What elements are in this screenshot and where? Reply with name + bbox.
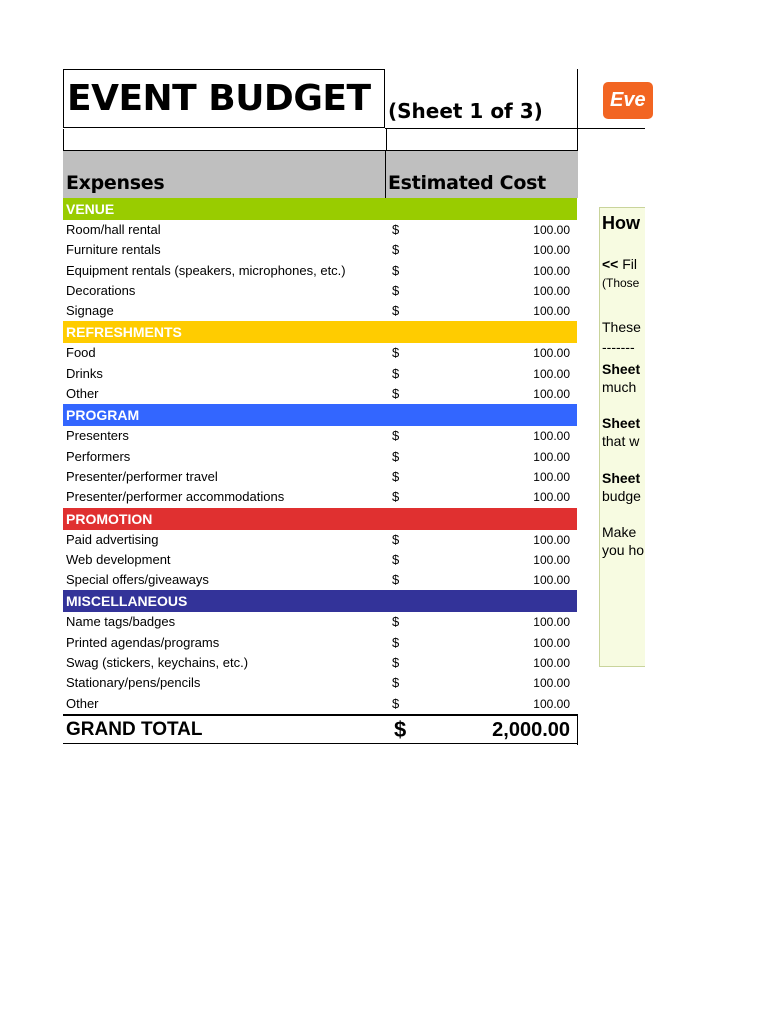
- expense-name: Swag (stickers, keychains, etc.): [66, 655, 249, 671]
- expense-amount: 100.00: [533, 552, 570, 567]
- logo-text: Eve: [610, 89, 646, 111]
- category-header-refreshments[interactable]: REFRESHMENTS: [63, 321, 577, 343]
- blank-row[interactable]: [63, 129, 578, 151]
- expense-name: Room/hall rental: [66, 222, 161, 237]
- expense-row[interactable]: [63, 301, 577, 321]
- currency-symbol: $: [392, 614, 400, 630]
- currency-symbol: $: [392, 695, 400, 711]
- currency-symbol: $: [392, 303, 400, 319]
- column-header-row: [63, 151, 578, 198]
- expense-name: Stationary/pens/pencils: [66, 675, 201, 691]
- expense-amount: 100.00: [533, 656, 570, 671]
- help-panel-line: Sheet: [602, 361, 641, 377]
- page-title: EVENT BUDGET: [67, 78, 371, 119]
- expenses-header: Expenses: [66, 172, 165, 194]
- help-panel-line: These: [602, 319, 641, 335]
- help-panel-line: Sheet: [602, 415, 641, 431]
- help-panel: [599, 207, 645, 667]
- expense-name: Special offers/giveaways: [66, 572, 209, 588]
- expense-row[interactable]: [63, 467, 577, 487]
- help-panel-line: much: [602, 379, 637, 395]
- expense-amount: 100.00: [533, 615, 570, 630]
- help-panel-title: How: [602, 213, 640, 233]
- expense-name: Equipment rentals (speakers, microphones, etc.): [66, 262, 346, 278]
- expense-name: Presenters: [66, 428, 129, 444]
- expense-row[interactable]: [63, 343, 577, 363]
- expense-row[interactable]: [63, 384, 577, 404]
- currency-symbol: $: [392, 551, 400, 567]
- sheet-number-label: (Sheet 1 of 3): [388, 99, 543, 123]
- expense-amount: 100.00: [533, 676, 570, 691]
- title-row: [63, 69, 577, 129]
- currency-symbol: $: [392, 572, 400, 588]
- category-header-miscellaneous[interactable]: MISCELLANEOUS: [63, 590, 577, 612]
- currency-symbol: $: [392, 345, 400, 361]
- expense-name: Presenter/performer travel: [66, 468, 218, 484]
- title-cell[interactable]: [63, 69, 385, 128]
- expense-amount: 100.00: [533, 387, 570, 402]
- expense-row[interactable]: [63, 281, 577, 301]
- brand-logo: [603, 82, 653, 119]
- currency-symbol: $: [392, 282, 400, 298]
- currency-symbol: $: [392, 386, 400, 402]
- expense-name: Name tags/badges: [66, 614, 176, 630]
- expense-name: Paid advertising: [66, 531, 159, 547]
- currency-symbol: $: [392, 242, 400, 258]
- expense-name: Presenter/performer accommodations: [66, 489, 285, 505]
- expense-row[interactable]: [63, 364, 577, 384]
- expense-row[interactable]: [63, 653, 577, 673]
- help-panel-line: << Fil: [602, 256, 638, 272]
- expense-name: Printed agendas/programs: [66, 634, 220, 650]
- category-header-venue[interactable]: VENUE: [63, 198, 577, 220]
- expense-row[interactable]: [63, 487, 577, 507]
- expense-amount: 100.00: [533, 429, 570, 444]
- estimated-cost-header: Estimated Cost: [388, 172, 546, 194]
- expense-amount: 100.00: [533, 283, 570, 298]
- expense-row[interactable]: [63, 220, 577, 240]
- grand-total-label: GRAND TOTAL: [66, 718, 203, 740]
- expense-name: Food: [66, 345, 96, 361]
- expense-row[interactable]: [63, 426, 577, 446]
- help-panel-line: Make: [602, 524, 637, 540]
- expense-amount: 100.00: [533, 635, 570, 650]
- category-header-promotion[interactable]: PROMOTION: [63, 508, 577, 530]
- expense-row[interactable]: [63, 612, 577, 632]
- expense-name: Decorations: [66, 282, 136, 298]
- expense-amount: 100.00: [533, 263, 570, 278]
- currency-symbol: $: [392, 655, 400, 671]
- currency-symbol: $: [392, 634, 400, 650]
- grand-total-row[interactable]: [63, 714, 577, 744]
- currency-symbol: $: [392, 448, 400, 464]
- expense-amount: 100.00: [533, 696, 570, 711]
- expense-name: Signage: [66, 303, 114, 319]
- currency-symbol: $: [392, 222, 400, 237]
- help-panel-line: budge: [602, 488, 641, 504]
- currency-symbol: $: [392, 531, 400, 547]
- expense-name: Furniture rentals: [66, 242, 161, 258]
- expense-amount: 100.00: [533, 532, 570, 547]
- expense-row[interactable]: [63, 240, 577, 260]
- expense-amount: 100.00: [533, 346, 570, 361]
- expense-rows: [63, 198, 577, 714]
- currency-symbol: $: [392, 428, 400, 444]
- help-panel-line: you ho: [602, 542, 645, 558]
- column-divider: [577, 69, 578, 129]
- grand-total-currency: $: [394, 716, 407, 742]
- expense-amount: 100.00: [533, 469, 570, 484]
- expense-name: Web development: [66, 551, 171, 567]
- help-panel-line: (Those: [602, 276, 640, 290]
- row-divider: [577, 128, 645, 129]
- expense-row[interactable]: [63, 261, 577, 281]
- expense-row[interactable]: [63, 570, 577, 590]
- expense-amount: 100.00: [533, 573, 570, 588]
- expense-row[interactable]: [63, 633, 577, 653]
- currency-symbol: $: [392, 675, 400, 691]
- budget-sheet: [63, 69, 577, 744]
- expense-amount: 100.00: [533, 490, 570, 505]
- currency-symbol: $: [392, 489, 400, 505]
- expense-amount: 100.00: [533, 304, 570, 319]
- currency-symbol: $: [392, 262, 400, 278]
- expense-name: Performers: [66, 448, 131, 464]
- help-panel-line: -------: [602, 339, 635, 355]
- currency-symbol: $: [392, 468, 400, 484]
- expense-name: Other: [66, 386, 99, 402]
- expense-name: Drinks: [66, 365, 103, 381]
- currency-symbol: $: [392, 365, 400, 381]
- expense-amount: 100.00: [533, 449, 570, 464]
- expense-amount: 100.00: [533, 243, 570, 258]
- grand-total-amount: 2,000.00: [492, 718, 570, 741]
- expense-amount: 100.00: [533, 366, 570, 381]
- expense-row[interactable]: [63, 673, 577, 693]
- help-panel-line: Sheet: [602, 470, 641, 486]
- expense-row[interactable]: [63, 694, 577, 714]
- expense-row[interactable]: [63, 447, 577, 467]
- expense-row[interactable]: [63, 550, 577, 570]
- category-header-program[interactable]: PROGRAM: [63, 404, 577, 426]
- expense-row[interactable]: [63, 530, 577, 550]
- expense-name: Other: [66, 695, 99, 711]
- help-panel-line: that w: [602, 433, 640, 449]
- expense-amount: 100.00: [533, 223, 570, 237]
